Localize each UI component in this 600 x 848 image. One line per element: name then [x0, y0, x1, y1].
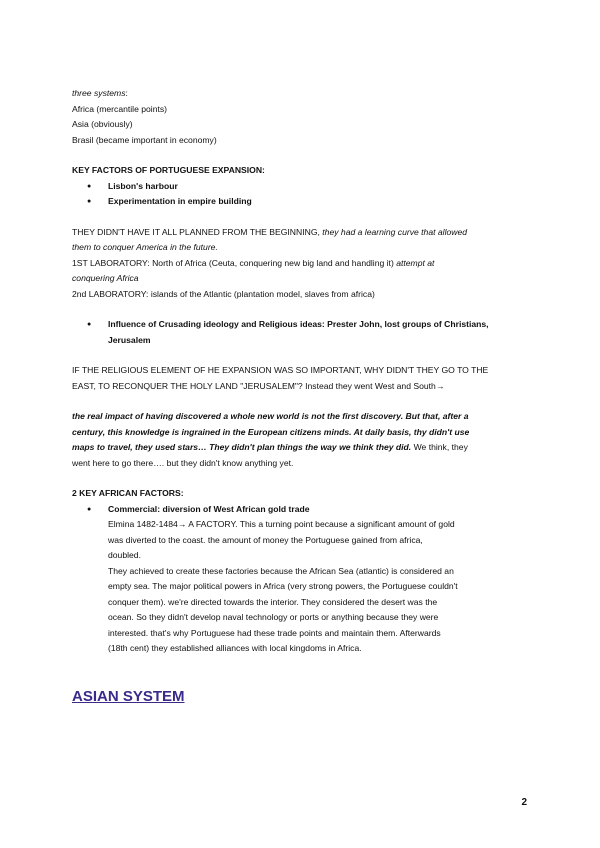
planned-caps: THEY DIDN'T HAVE IT ALL PLANNED FROM THE BEGINNING,: [72, 226, 320, 237]
planned-line-1: [72, 225, 532, 241]
influence-list: [72, 317, 532, 348]
african-sea-paragraph: [72, 564, 532, 657]
elmina-line: Elmina 1482-1484→ A FACTORY. This a turning point because a significant amount of gold: [108, 519, 455, 529]
page-number: 2: [521, 797, 527, 808]
impact-line-3-emph: maps to travel, they used stars… They didn't plan things the way we think they did.: [72, 442, 412, 452]
elmina-line: doubled.: [108, 550, 141, 560]
systems-intro-colon: :: [125, 88, 128, 98]
systems-intro-text: three systems: [72, 88, 126, 98]
religious-line-2: EAST, TO RECONQUER THE HOLY LAND "JERUSALEM"? Instead they went West and South→: [72, 380, 445, 391]
african-factors-list: [72, 502, 532, 518]
african-factor-commercial: ● Commercial: diversion of West African gold trade: [72, 502, 532, 518]
influence-bullet: [72, 317, 532, 348]
african-factors-title: 2 KEY AFRICAN FACTORS:: [72, 488, 184, 498]
impact-line-2: century, this knowledge is ingrained in the European citizens minds. At daily basis, thy didn't use: [72, 426, 470, 437]
sea-line: (18th cent) they established alliances with local kingdoms in Africa.: [108, 643, 362, 653]
key-factors-list: [72, 179, 532, 210]
key-factor-lisbon: ● Lisbon's harbour: [72, 179, 532, 195]
laboratory-1-italic: attempt at: [393, 257, 435, 268]
religious-line-1: IF THE RELIGIOUS ELEMENT OF HE EXPANSION WAS SO IMPORTANT, WHY DIDN'T THEY GO TO THE: [72, 365, 489, 375]
sea-line: ocean. So they didn't develop naval technology or ports or anything because they were: [108, 612, 439, 622]
key-factors-title: KEY FACTORS OF PORTUGUESE EXPANSION:: [72, 165, 265, 175]
system-item-africa: Africa (mercantile points): [72, 103, 168, 114]
influence-line-2: Jerusalem: [108, 334, 151, 345]
sea-line: conquer them). we're directed towards the interior. They considered the desert was the: [108, 596, 438, 607]
system-item-brasil: Brasil (became important in economy): [72, 134, 217, 145]
systems-intro: [72, 86, 532, 102]
impact-line-3: [72, 440, 532, 456]
planned-italic-1: they had a learning curve that allowed: [319, 226, 468, 237]
page-content: [72, 86, 532, 657]
sea-line: interested. that's why Portuguese had these trade points and maintain them. Afterwards: [108, 627, 441, 638]
elmina-paragraph: [72, 517, 532, 564]
asian-system-heading: ASIAN SYSTEM: [72, 688, 185, 705]
planned-italic-2: them to conquer America in the future.: [72, 242, 218, 252]
laboratory-1-text: 1ST LABORATORY: North of Africa (Ceuta, conquering new big land and handling it): [72, 257, 394, 268]
system-item-asia: Asia (obviously): [72, 119, 133, 129]
laboratory-1: [72, 256, 532, 272]
key-factor-experimentation: ● Experimentation in empire building: [72, 194, 532, 210]
influence-line-1: ● Influence of Crusading ideology and Religious ideas: Prester John, lost groups of Christians,: [108, 319, 489, 329]
laboratory-2: 2nd LABORATORY: islands of the Atlantic (plantation model, slaves from africa): [72, 288, 375, 299]
impact-line-4: went here to go there…. but they didn't know anything yet.: [72, 457, 294, 468]
impact-line-3-plain: We think, they: [411, 442, 468, 452]
impact-line-1: the real impact of having discovered a whole new world is not the first discovery. But that, after a: [72, 411, 469, 421]
sea-line: empty sea. The major political powers in Africa (very strong powers, the Portuguese couldn't: [108, 581, 458, 591]
sea-line: They achieved to create these factories because the African Sea (atlantic) is considered an: [108, 565, 454, 576]
elmina-line: was diverted to the coast. the amount of money the Portuguese gained from africa,: [108, 534, 423, 545]
laboratory-1-italic-cont: conquering Africa: [72, 273, 139, 283]
